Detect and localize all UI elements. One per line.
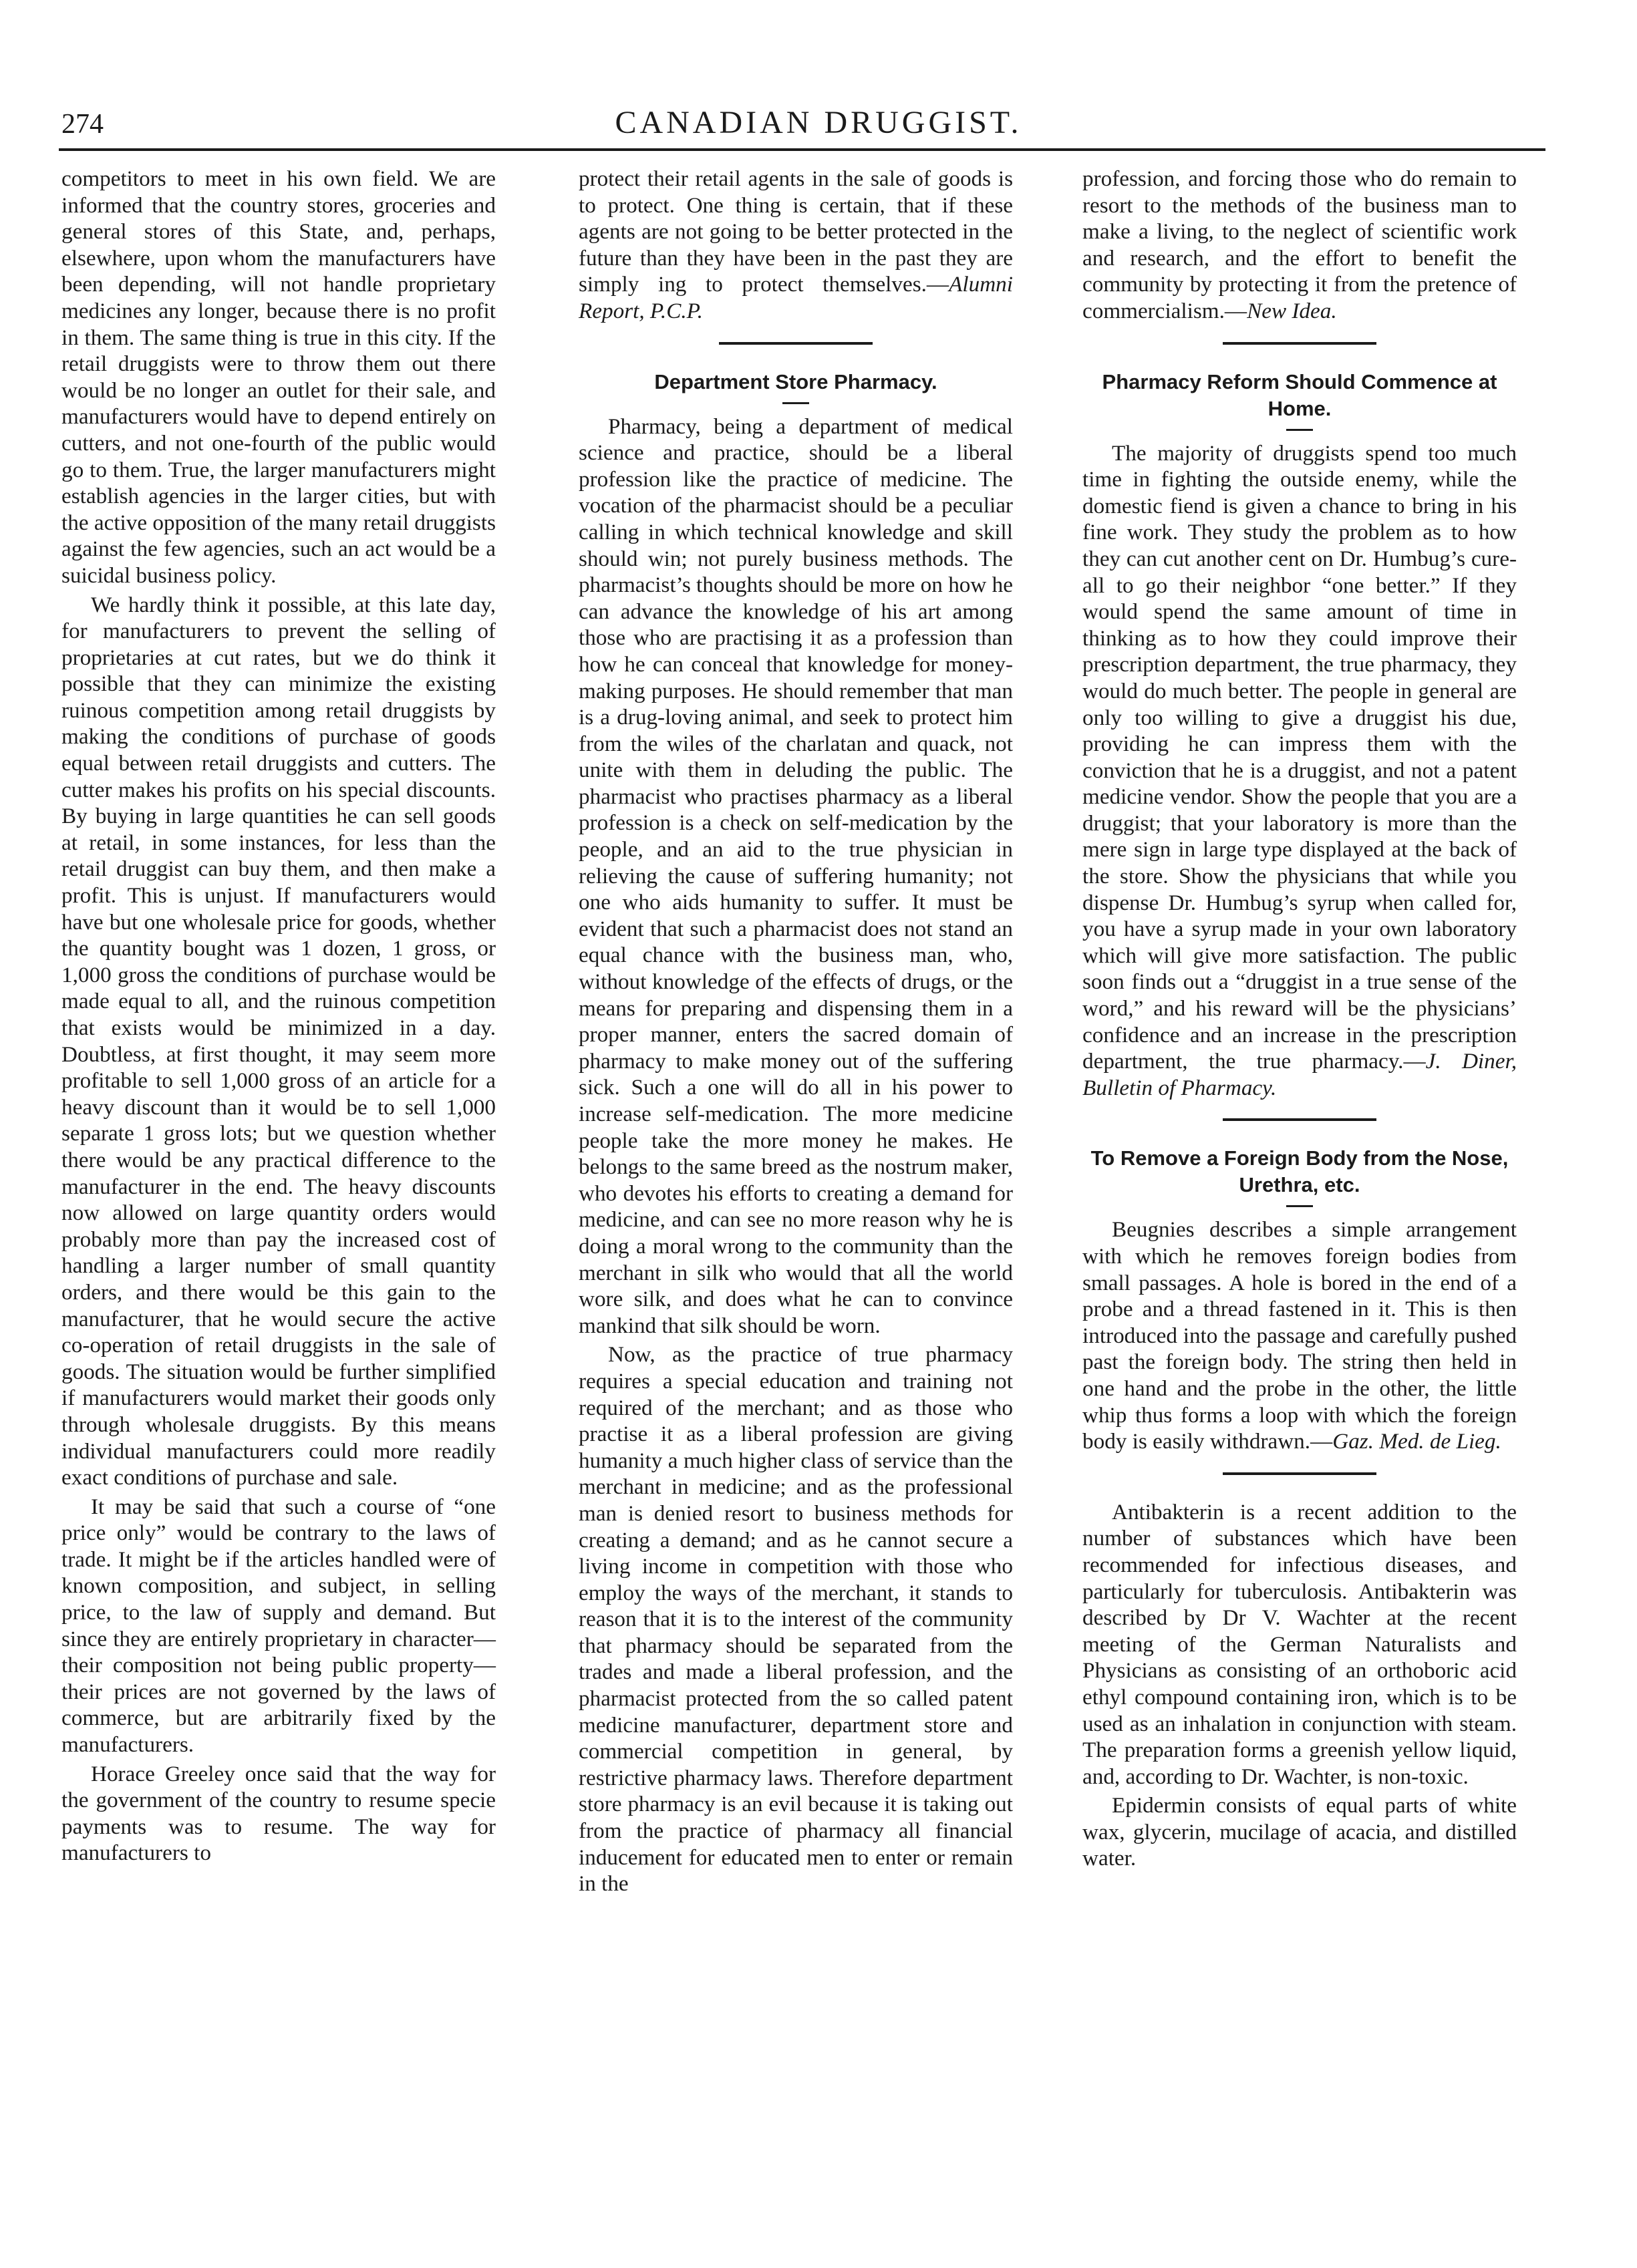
paragraph: It may be said that such a course of “one price only” would be contrary to the laws of trade. It might be if the articles handled were of known composition, and subject, in selling price, to the law of supply and demand. But since they are entirely proprietary in character—their composition not being public property—their prices are not governed by the laws of commerce, but are arbitrarily fixed by the manufacturers. (61, 1494, 496, 1758)
header-rule (59, 148, 1545, 151)
paragraph-text: profession, and forcing those who do remain to resort to the methods of the business man to make a living, to the neglect of scientific work and research, and the effort to benefit the community by protecting it from the pretence of commercialism.— (1082, 166, 1517, 323)
paragraph (579, 166, 1013, 325)
paragraph (1082, 166, 1517, 325)
paragraph: competitors to meet in his own field. We are informed that the country stores, groceries and general stores of this State, and, perhaps, elsewhere, upon whom the manufacturers have been depending, will not handle proprietary medicines any longer, because there is no profit in them. The same thing is true in this city. If the retail druggists were to throw them out there would be no longer an outlet for their sale, and manufacturers would have to depend entirely on cutters, and not one-fourth of the public would go to them. True, the larger manufacturers might establish agencies in the larger cities, but with the active opposition of the many retail druggists against the few agencies, such an act would be a suicidal business policy. (61, 166, 496, 588)
section-divider (1223, 342, 1376, 345)
citation: J. Diner, Bulletin of Pharmacy. (1082, 1049, 1517, 1100)
page-number: 274 (61, 109, 104, 140)
paragraph: Horace Greeley once said that the way for the government of the country to resume specie payments was to resume. The way for manufacturers to (61, 1761, 496, 1866)
heading-dash (1286, 1205, 1313, 1207)
paragraph: Pharmacy, being a department of medical science and practice, should be a liberal profession like the practice of medicine. The vocation of the pharmacist should be a peculiar calling in which technical knowledge and skill should win; not purely business methods. The pharmacist’s thoughts should be more on how he can advance the knowledge of his art among those who are practising it as a profession than how he can conceal that knowledge for money-making purposes. He should remember that man is a drug-loving animal, and seek to protect him from the wiles of the charlatan and quack, not unite with them in deluding the public. The pharmacist who practises pharmacy as a liberal profession is a check on self-medication by the people, and an aid to the true physician in relieving the cause of suffering humanity; not one who aids humanity to suffer. It must be evident that such a pharmacist does not stand an equal chance with the business man, who, without knowledge of the effects of drugs, or the means for preparing and dispensing them in a proper manner, enters the sacred domain of pharmacy to make money out of the suffering sick. Such a one will do all in his power to increase self-medication. The more medicine people take the more money he makes. He belongs to the same breed as the nostrum maker, who devotes his efforts to creating a demand for medicine, and can see no more reason why he is doing a moral wrong to the community than the merchant in silk who would that all the world wore silk, and does what he can to convince mankind that silk should be worn. (579, 414, 1013, 1338)
citation: Gaz. Med. de Lieg. (1332, 1429, 1501, 1454)
column-middle (579, 166, 1013, 1897)
heading-dash (1286, 429, 1313, 431)
paragraph: Antibakterin is a recent addition to the number of substances which have been recommended for infectious diseases, and particularly for tuberculosis. Antibakterin was described by Dr V. Wachter at the recent meeting of the German Naturalists and Physicians as consisting of an orthoboric acid ethyl compound containing iron, which is to be used as an inhalation in conjunction with steam. The preparation forms a greenish yellow liquid, and, according to Dr. Wachter, is non-toxic. (1082, 1499, 1517, 1789)
article-heading: Pharmacy Reform Should Commence at Home. (1102, 369, 1497, 420)
section-divider (1223, 1472, 1376, 1475)
paragraph: We hardly think it possible, at this late day, for manufacturers to prevent the selling of proprietaries at cut rates, but we do think it possible that they can minimize the existing ruinous competition among retail druggists by making the conditions of purchase of goods equal between retail druggists and cutters. The cutter makes his profits on his special discounts. By buying in large quantities he can sell goods at retail, in some instances, for less than the retail druggist can buy them, and then make a profit. This is unjust. If manufacturers would have but one wholesale price for goods, whether the quantity bought was 1 dozen, 1 gross, or 1,000 gross the conditions of purchase would be made equal to all, and the ruinous competition that exists would be minimized in a day. Doubtless, at first thought, it may seem more profitable to sell 1,000 gross of an article for a heavy discount than it would be to sell 1,000 separate 1 gross lots; but we question whether there would be any practical difference to the manufacturer in the end. The heavy discounts now allowed on large quantity orders would probably more than pay the increased cost of handling a larger number of small quantity orders, and there would be this gain to the manufacturer, that he would secure the active co-operation of retail druggists in the sale of goods. The situation would be further simplified if manufacturers would market their goods only through wholesale druggists. By this means individual manufacturers could more readily exact conditions of purchase and sale. (61, 592, 496, 1490)
column-left (61, 166, 496, 1867)
citation: Alumni Report, P.C.P. (579, 272, 1013, 323)
paragraph-text: protect their retail agents in the sale of goods is to protect. One thing is certain, that if these agents are not going to be better protected in the future than they have been in the past they are simply ing to protect themselves.— (579, 166, 1013, 297)
paragraph-text: The majority of druggists spend too much time in fighting the outside enemy, while the domestic fiend is given a chance to bring in his fine work. They study the problem as to how they can cut another cent on Dr. Humbug’s cure-all to go their neighbor “one better.” If they would spend the same amount of time in thinking as to how they could improve their prescription department, the true pharmacy, they would do much better. The people in general are only too willing to give a druggist his due, providing he can impress them with the conviction that he is a druggist, and not a patent medicine vendor. Show the people that you are a druggist; that your laboratory is more than the mere sign in large type displayed at the back of the store. Show the physicians that while you dispense Dr. Humbug’s syrup when called for, you have a syrup made in your own laboratory which will give more satisfaction. The public soon finds out a “druggist in a true sense of the word,” and his reward will be the physicians’ confidence and an increase in the prescription department, the true pharmacy.— (1082, 440, 1517, 1074)
paragraph: Epidermin consists of equal parts of white wax, glycerin, mucilage of acacia, and distilled water. (1082, 1793, 1517, 1871)
paragraph (1082, 1217, 1517, 1454)
column-right (1082, 166, 1517, 1872)
journal-title: CANADIAN DRUGGIST. (615, 105, 1022, 140)
article-heading: Department Store Pharmacy. (654, 369, 937, 393)
section-divider (719, 342, 873, 345)
paragraph (1082, 440, 1517, 1102)
section-divider (1223, 1118, 1376, 1121)
article-heading: To Remove a Foreign Body from the Nose, Urethra, etc. (1090, 1146, 1509, 1197)
paragraph-text: Beugnies describes a simple arrangement with which he removes foreign bodies from small passages. A hole is bored in the end of a probe and a thread fastened in it. This is then introduced into the passage and carefully pushed past the foreign body. The string then held in one hand and the probe in the other, the little whip thus forms a loop with which the foreign body is easily withdrawn.— (1082, 1217, 1517, 1454)
citation: New Idea. (1247, 298, 1337, 323)
paragraph: Now, as the practice of true pharmacy requires a special education and training not required of the merchant; and as those who practise it as a liberal profession are giving humanity a much higher class of service than the merchant in medicine; and as the professional man is denied resort to business methods for creating a demand; and as he cannot secure a living income in competition with those who employ the ways of the merchant, it stands to reason that it is to the interest of the community that pharmacy should be separated from the trades and made a liberal profession, and the pharmacist protected from the so called patent medicine manufacturer, department store and commercial competition in general, by restrictive pharmacy laws. Therefore department store pharmacy is an evil because it is taking out from the practice of pharmacy all financial inducement for educated men to enter or remain in the (579, 1342, 1013, 1897)
heading-dash (782, 402, 809, 404)
